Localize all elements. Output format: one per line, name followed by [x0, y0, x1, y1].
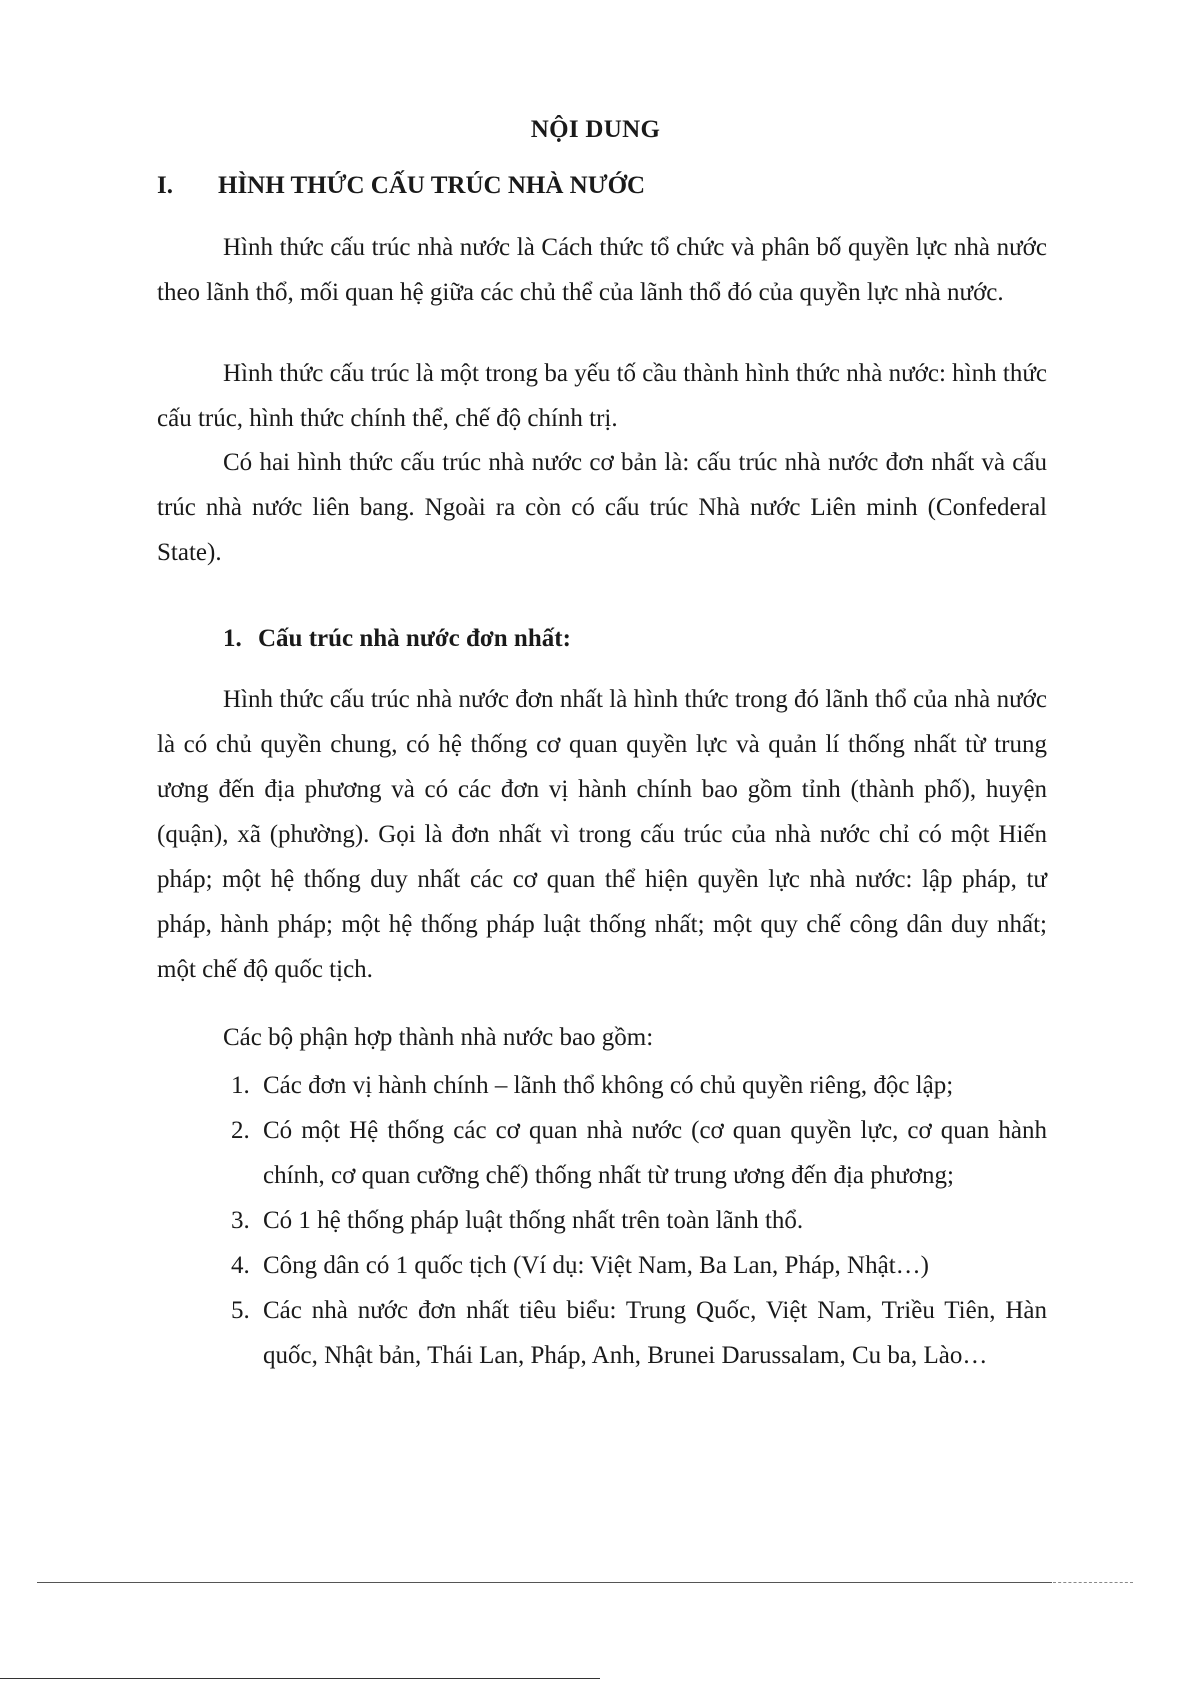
paragraph-unitary-definition: Hình thức cấu trúc nhà nước đơn nhất là hình thức trong đó lãnh thổ của nhà nước là có chủ quyền chung, có hệ thống cơ quan quyền lực và quản lí thống nhất từ trung ương đến địa phương và có các đơn vị hành chính bao gồm tỉnh (thành phố), huyện (quận), xã (phường). Gọi là đơn nhất vì trong cấu trúc của nhà nước chỉ có một Hiến pháp; một hệ thống duy nhất các cơ quan thể hiện quyền lực nhà nước: lập pháp, tư pháp, hành pháp; một hệ thống pháp luật thống nhất; một quy chế công dân duy nhất; một chế độ quốc tịch.	[157, 686, 1047, 983]
subsection-heading	[223, 625, 571, 653]
bottom-divider	[0, 1678, 600, 1679]
paragraph-definition: Hình thức cấu trúc nhà nước là Cách thức tổ chức và phân bố quyền lực nhà nước theo lãnh thổ, mối quan hệ giữa các chủ thể của lãnh thổ đó của quyền lực nhà nước.	[157, 234, 1047, 306]
section-number: I.	[157, 172, 173, 199]
list-marker: 2.	[231, 1117, 250, 1144]
paragraph-types: Có hai hình thức cấu trúc nhà nước cơ bản là: cấu trúc nhà nước đơn nhất và cấu trúc nhà nước liên bang. Ngoài ra còn có cấu trúc Nhà nước Liên minh (Confederal State).	[157, 449, 1047, 566]
list-item-text: Công dân có 1 quốc tịch (Ví dụ: Việt Nam, Ba Lan, Pháp, Nhật…)	[263, 1252, 929, 1279]
paragraph-elements: Hình thức cấu trúc là một trong ba yếu tố cầu thành hình thức nhà nước: hình thức cấu trúc, hình thức chính thể, chế độ chính trị.	[157, 360, 1047, 432]
subsection-number: 1.	[223, 625, 242, 652]
list-marker: 3.	[231, 1207, 250, 1234]
list-item	[223, 1288, 1047, 1378]
list-marker: 1.	[231, 1072, 250, 1099]
components-list	[223, 1063, 1047, 1378]
section-title: HÌNH THỨC CẤU TRÚC NHÀ NƯỚC	[218, 172, 646, 199]
list-item	[223, 1243, 1047, 1288]
section-heading	[157, 172, 645, 200]
list-item	[223, 1063, 1047, 1108]
subsection-title: Cấu trúc nhà nước đơn nhất:	[258, 625, 571, 652]
list-marker: 4.	[231, 1252, 250, 1279]
list-item	[223, 1198, 1047, 1243]
footer-dashed-divider	[1053, 1582, 1133, 1583]
list-intro: Các bộ phận hợp thành nhà nước bao gồm:	[223, 1024, 654, 1051]
list-marker: 5.	[231, 1297, 250, 1324]
footer-divider	[37, 1582, 1052, 1583]
list-item-text: Các đơn vị hành chính – lãnh thổ không có chủ quyền riêng, độc lập;	[263, 1072, 954, 1099]
list-item-text: Các nhà nước đơn nhất tiêu biểu: Trung Quốc, Việt Nam, Triều Tiên, Hàn quốc, Nhật bản, Thái Lan, Pháp, Anh, Brunei Darussalam, Cu ba, Lào…	[263, 1297, 1047, 1369]
list-item-text: Có 1 hệ thống pháp luật thống nhất trên toàn lãnh thổ.	[263, 1207, 804, 1234]
list-item-text: Có một Hệ thống các cơ quan nhà nước (cơ quan quyền lực, cơ quan hành chính, cơ quan cưỡng chế) thống nhất từ trung ương đến địa phương;	[263, 1117, 1047, 1189]
list-item	[223, 1108, 1047, 1198]
page-title: NỘI DUNG	[530, 116, 661, 143]
